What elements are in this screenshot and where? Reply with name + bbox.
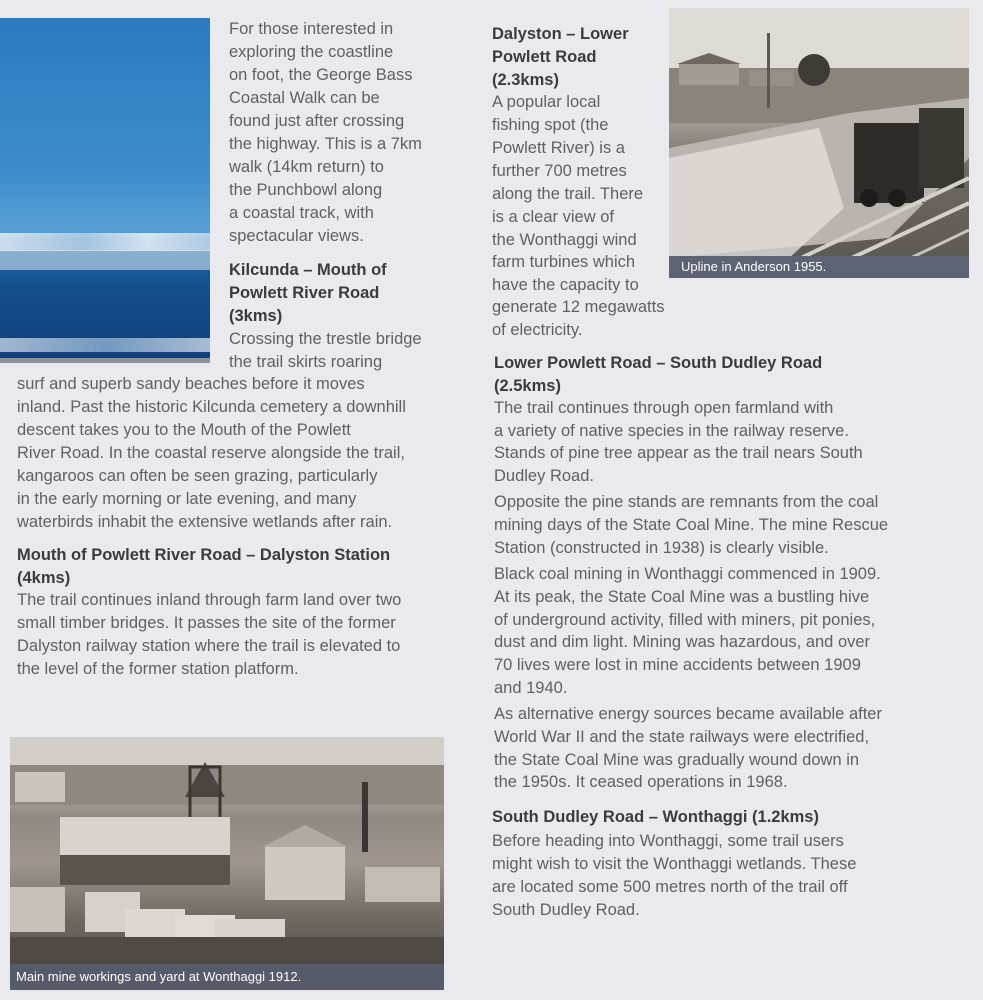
text-line: further 700 metres [492, 162, 627, 180]
text-line: spectacular views. [229, 227, 364, 245]
mine-workings-photo [10, 737, 444, 965]
text-line: At its peak, the State Coal Mine was a bustling hive [494, 588, 870, 606]
text-line: walk (14km return) to [229, 158, 384, 176]
text-line: fishing spot (the [492, 116, 609, 134]
text-line: along the trail. There [492, 185, 644, 203]
text-line: South Dudley Road. [492, 901, 640, 919]
text-line: The trail continues through open farmland with [494, 399, 834, 417]
section-distance: (2.5kms) [494, 377, 561, 395]
photo-caption [669, 256, 969, 278]
text-line: the highway. This is a 7km [229, 135, 422, 153]
text-line: a variety of native species in the railway reserve. [494, 422, 849, 440]
section-heading: South Dudley Road – Wonthaggi (1.2kms) [492, 808, 819, 826]
surf-wave [0, 338, 210, 352]
text-line: waterbirds inhabit the extensive wetlands after rain. [17, 513, 393, 531]
text-line: 70 lives were lost in mine accidents between 1909 [494, 656, 861, 674]
section-distance: (2.3kms) [492, 71, 559, 89]
section-heading: Powlett River Road [229, 284, 380, 302]
text-line: World War II and the state railways were electrified, [494, 728, 870, 746]
text-line: descent takes you to the Mouth of the Powlett [17, 421, 351, 439]
surf-wave [0, 233, 210, 251]
text-line: might wish to visit the Wonthaggi wetlands. These [492, 855, 857, 873]
section-heading: Powlett Road [492, 48, 597, 66]
text-line: The trail continues inland through farm land over two [17, 591, 402, 609]
text-line: the 1950s. It ceased operations in 1968. [494, 773, 788, 791]
text-line: kangaroos can often be seen grazing, particularly [17, 467, 378, 485]
text-line: farm turbines which [492, 253, 636, 271]
text-line: Coastal Walk can be [229, 89, 380, 107]
section-distance: (4kms) [17, 569, 71, 587]
text-line: Stands of pine tree appear as the trail nears South [494, 444, 863, 462]
text-line: inland. Past the historic Kilcunda cemetery a downhill [17, 398, 406, 416]
text-line: in the early morning or late evening, and many [17, 490, 357, 508]
text-line: of electricity. [492, 321, 583, 339]
text-line: are located some 500 metres north of the trail off [492, 878, 848, 896]
mine-illustration [10, 737, 444, 965]
text-line: and 1940. [494, 679, 568, 697]
caption-text: Upline in Anderson 1955. [681, 259, 827, 274]
text-line: surf and superb sandy beaches before it moves [17, 375, 365, 393]
text-line: the level of the former station platform. [17, 660, 299, 678]
text-line: Dalyston railway station where the trail is elevated to [17, 637, 401, 655]
text-line: Black coal mining in Wonthaggi commenced in 1909. [494, 565, 881, 583]
coastline-photo [0, 18, 210, 363]
photo-border [0, 358, 210, 363]
text-line: the Punchbowl along [229, 181, 383, 199]
text-line: Opposite the pine stands are remnants from the coal [494, 493, 879, 511]
upline-train-photo [669, 8, 969, 278]
caption-text: Main mine workings and yard at Wonthaggi 1912. [16, 969, 302, 984]
train-illustration [669, 8, 969, 278]
text-line: As alternative energy sources became available after [494, 705, 882, 723]
text-line: the trail skirts roaring [229, 353, 383, 371]
section-heading: Lower Powlett Road – South Dudley Road [494, 354, 823, 372]
text-line: have the capacity to [492, 276, 639, 294]
text-line: A popular local [492, 93, 601, 111]
text-line: Powlett River) is a [492, 139, 625, 157]
text-line: mining days of the State Coal Mine. The mine Rescue [494, 516, 889, 534]
text-line: found just after crossing [229, 112, 405, 130]
text-line: a coastal track, with [229, 204, 374, 222]
text-line: Station (constructed in 1938) is clearly visible. [494, 539, 829, 557]
text-line: generate 12 megawatts [492, 298, 665, 316]
text-line: is a clear view of [492, 208, 614, 226]
text-line: small timber bridges. It passes the site of the former [17, 614, 396, 632]
text-line: dust and dim light. Mining was hazardous, and over [494, 633, 871, 651]
text-line: exploring the coastline [229, 43, 394, 61]
section-heading: Kilcunda – Mouth of [229, 261, 387, 279]
section-heading: Dalyston – Lower [492, 25, 629, 43]
text-line: the Wonthaggi wind [492, 231, 637, 249]
text-line: Dudley Road. [494, 467, 594, 485]
section-distance: (3kms) [229, 307, 283, 325]
text-line: on foot, the George Bass [229, 66, 413, 84]
text-line: of underground activity, filled with miners, pit ponies, [494, 611, 876, 629]
text-line: Crossing the trestle bridge [229, 330, 422, 348]
text-line: River Road. In the coastal reserve alongside the trail, [17, 444, 405, 462]
text-line: Before heading into Wonthaggi, some trail users [492, 832, 844, 850]
text-line: For those interested in [229, 20, 394, 38]
surf-foam [0, 250, 210, 270]
photo-caption [10, 964, 444, 990]
text-line: the State Coal Mine was gradually wound down in [494, 751, 860, 769]
section-heading: Mouth of Powlett River Road – Dalyston Station [17, 546, 391, 564]
